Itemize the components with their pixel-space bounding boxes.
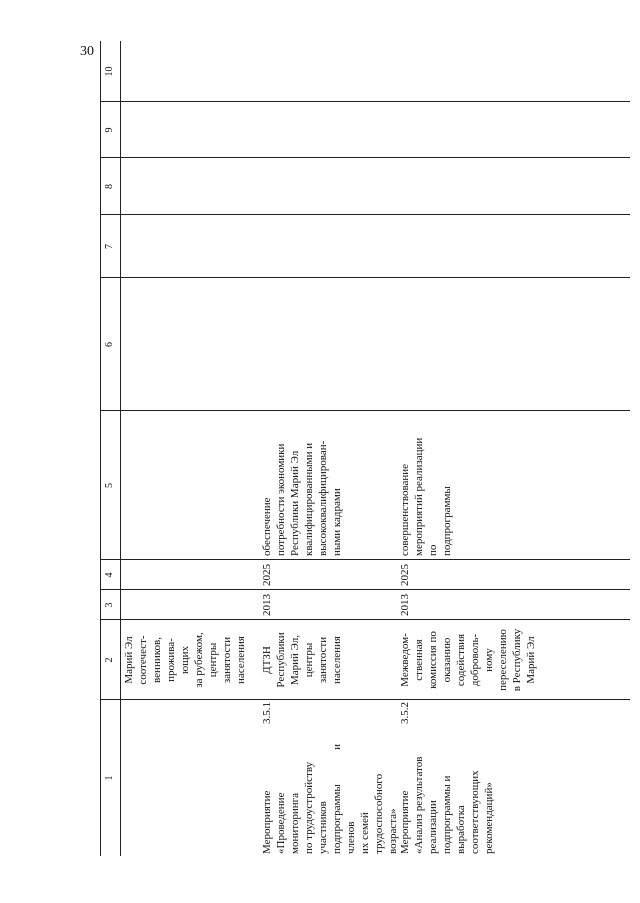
col-divider [100,619,630,620]
measure-title: Мероприятие «Проведение мониторинга по трудоустройству участников подпрограммы и членов их семей трудоспособного возраста» [261,744,399,854]
end-year: 2025 [399,564,411,586]
measure-code: 3.5.1 [261,702,273,724]
column-number: 10 [104,66,115,77]
column-number: 9 [104,127,115,133]
executor: ДТЗН Республики Марий Эл, центры занятости населения [261,632,343,688]
col-divider [100,559,630,560]
page-number: 30 [80,44,94,59]
column-number: 8 [104,184,115,189]
column-number: 3 [104,602,115,608]
start-year: 2013 [261,594,273,616]
column-number: 7 [104,244,115,249]
col-divider [100,699,630,700]
expected-result: совершенствование мероприятий реализации по подпрограммы [399,437,453,556]
col-divider [100,277,630,278]
column-number: 6 [104,342,115,347]
executor: Межведом- ственная комиссия по оказанию содействия доброволь- ному переселению в Республику Марий Эл [399,628,537,692]
start-year: 2013 [399,594,411,616]
expected-result: обеспечение потребности экономики Республики Марий Эл квалифицированными и высококвалифицирован- ными кадрами [261,440,343,556]
continuation-executor: Марий Эл соотечест- венников, прожива- ющих за рубежом, центры занятости населения [123,632,247,688]
column-number: 1 [104,775,115,781]
column-number: 2 [104,657,115,663]
column-number: 4 [104,572,115,578]
col-divider [100,214,630,215]
column-number: 5 [104,483,115,488]
end-year: 2025 [261,564,273,586]
col-divider [100,410,630,411]
col-divider [100,101,630,102]
col-divider [100,589,630,590]
rotated-table [100,41,630,856]
col-divider [100,157,630,158]
header-bottom-rule [120,41,121,856]
measure-code: 3.5.2 [399,702,411,724]
measure-title: Мероприятие «Анализ результатов реализации подпрограммы и выработка соответствующих рекомендаций» [399,756,495,854]
table-top-rule [100,41,101,856]
